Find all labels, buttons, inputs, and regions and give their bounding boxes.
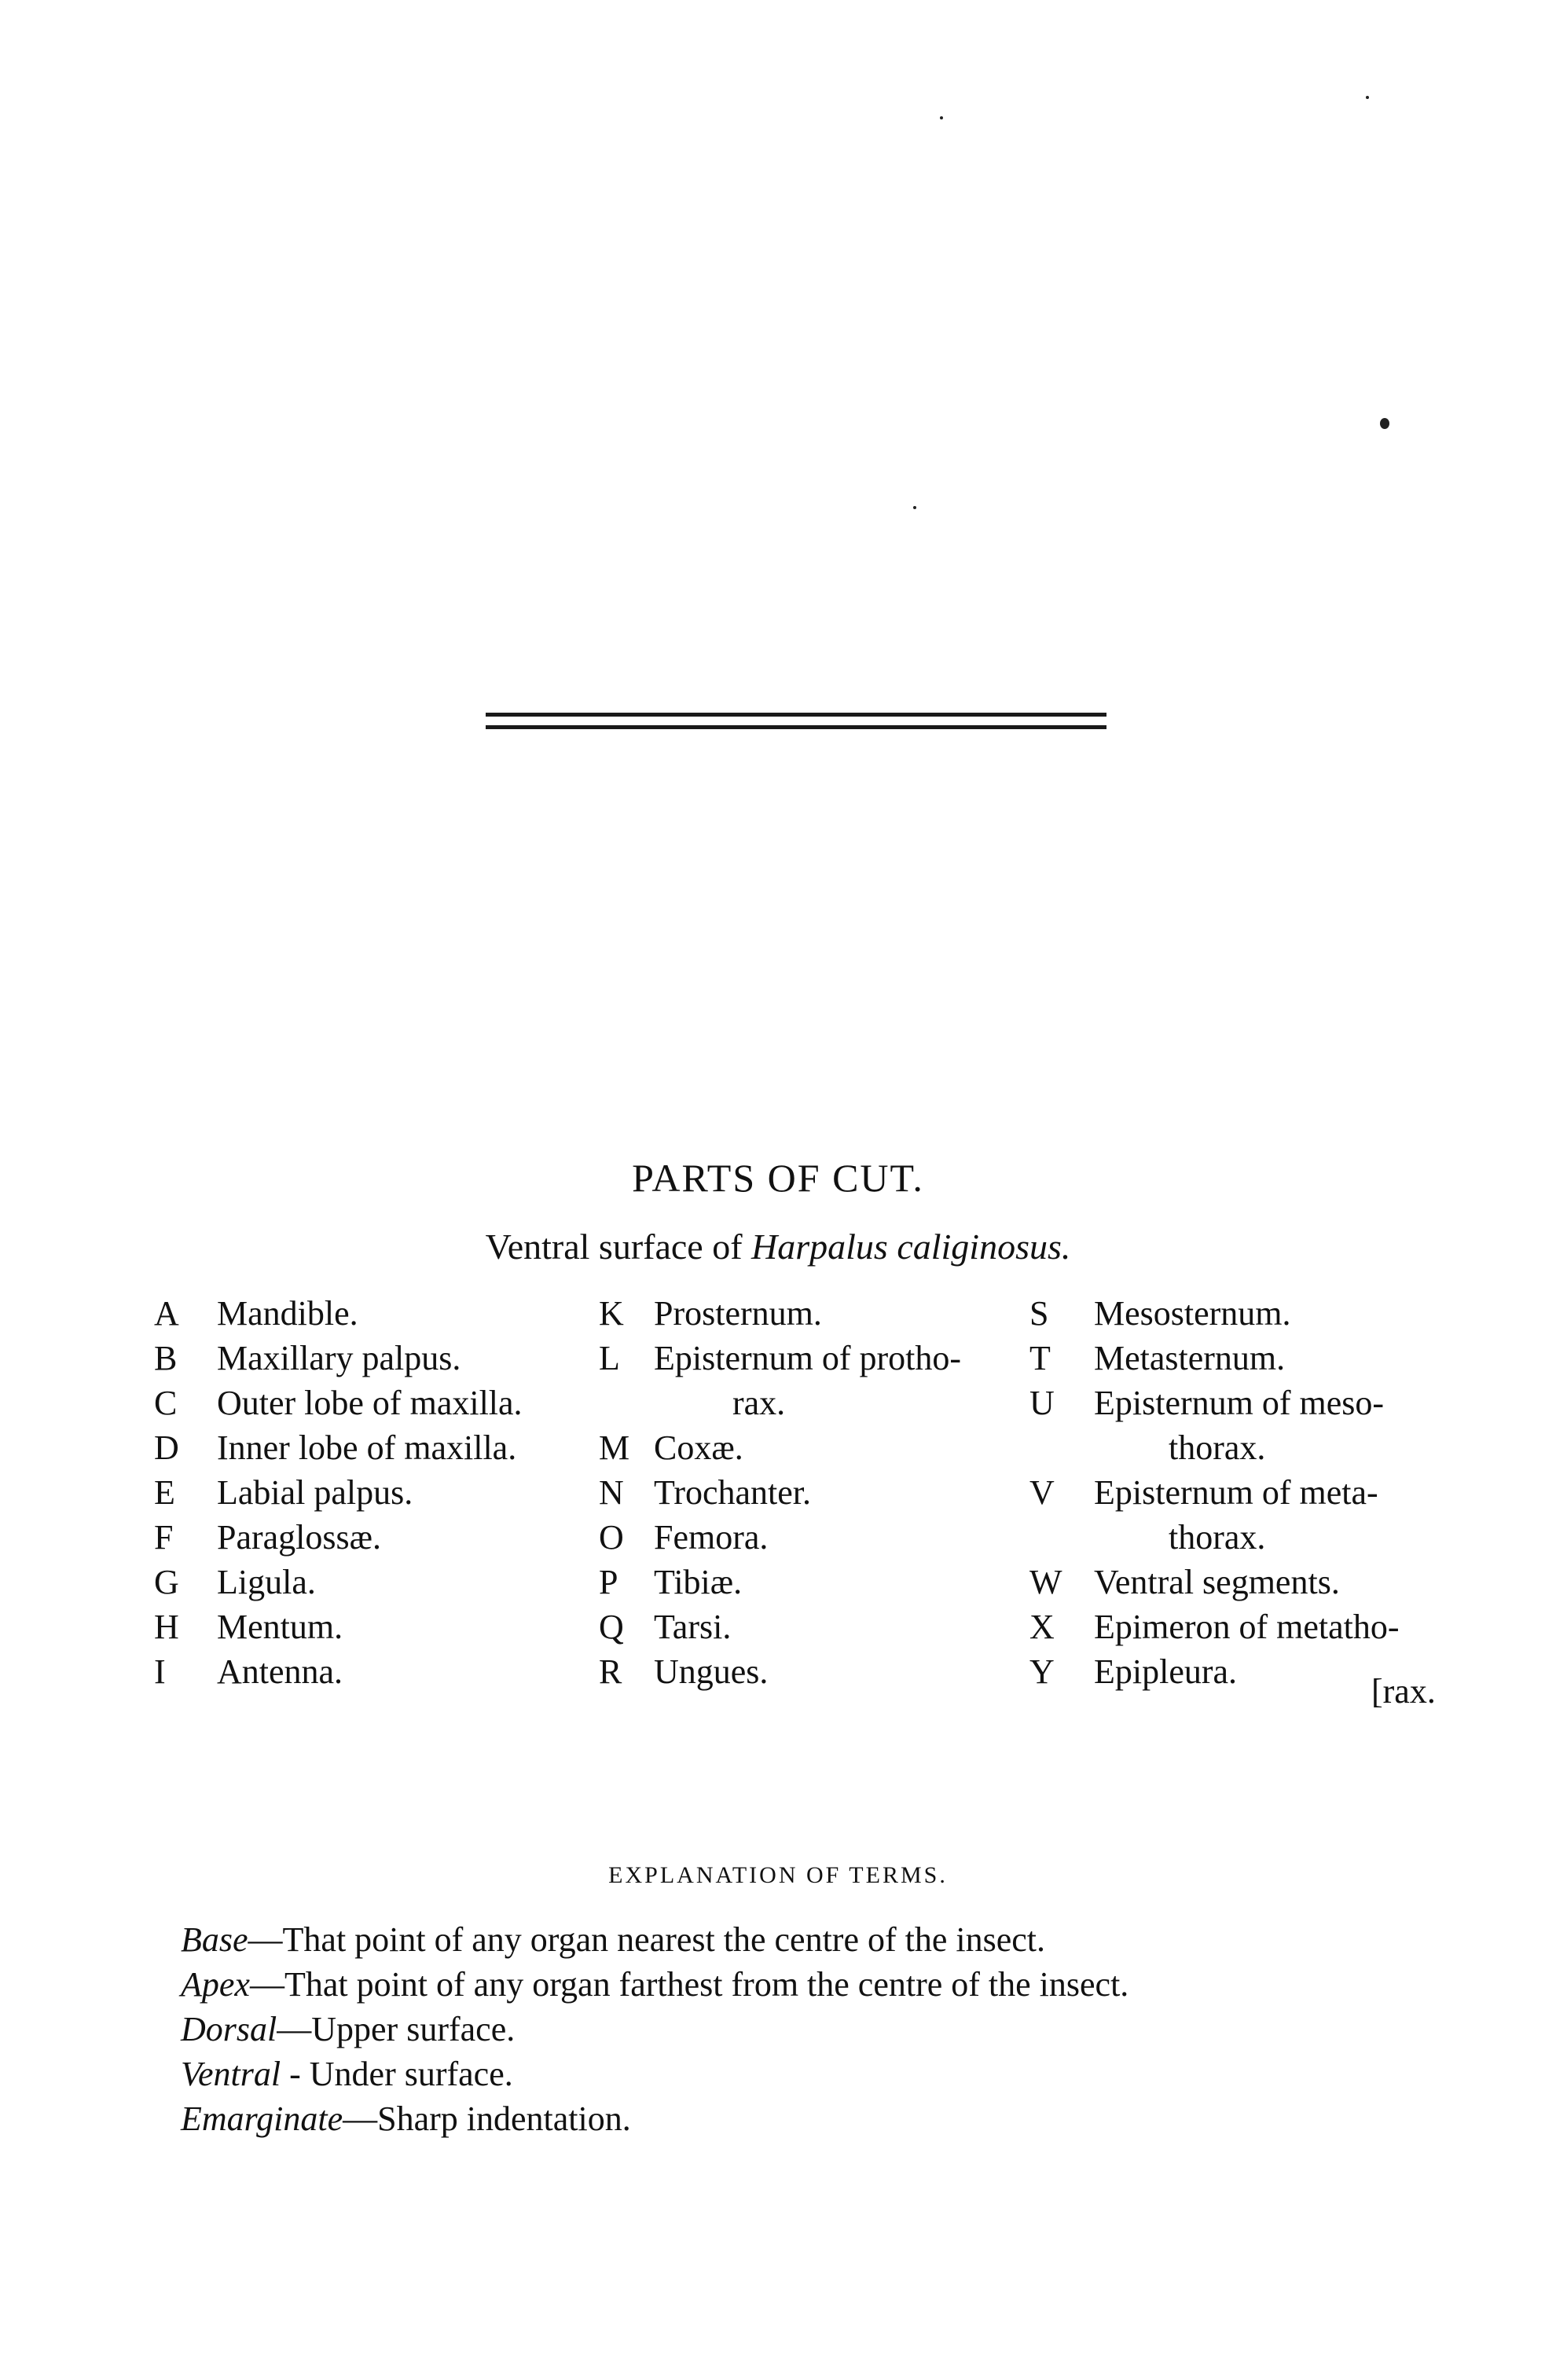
part-letter: O — [599, 1518, 624, 1557]
part-label: Paraglossæ. — [217, 1518, 381, 1557]
part-letter: T — [1029, 1339, 1051, 1377]
page-subtitle — [0, 1226, 1556, 1267]
part-letter: S — [1029, 1294, 1049, 1333]
part-label: Trochanter. — [654, 1473, 812, 1512]
part-letter: W — [1029, 1563, 1062, 1601]
part-letter: D — [154, 1428, 179, 1467]
part-label: Maxillary palpus. — [217, 1339, 461, 1377]
part-letter: B — [154, 1339, 178, 1377]
part-label: Ungues. — [654, 1652, 769, 1691]
part-letter: F — [154, 1518, 174, 1557]
part-letter: G — [154, 1563, 179, 1601]
double-rule-top — [486, 713, 1106, 717]
part-label: Labial palpus. — [217, 1473, 413, 1512]
subtitle-prefix: Ventral surface of — [485, 1227, 743, 1267]
explanation-terms — [181, 1917, 1128, 2141]
term-entry — [181, 2007, 1128, 2052]
term-entry — [181, 1917, 1128, 1962]
part-letter: K — [599, 1294, 624, 1333]
part-label: Mandible. — [217, 1294, 358, 1333]
part-letter: E — [154, 1473, 175, 1512]
term-name: Apex — [181, 1965, 250, 2004]
part-label: Coxæ. — [654, 1428, 743, 1467]
part-letter: H — [154, 1608, 179, 1646]
double-rule-bottom — [486, 725, 1106, 729]
part-letter: L — [599, 1339, 620, 1377]
part-letter: X — [1029, 1608, 1055, 1646]
scan-speck — [913, 506, 916, 509]
term-entry — [181, 2052, 1128, 2096]
term-definition: —That point of any organ farthest from the centre of the insect. — [249, 1965, 1129, 2004]
part-letter: P — [599, 1563, 618, 1601]
term-entry — [181, 1962, 1128, 2007]
term-definition: —That point of any organ nearest the centre of the insect. — [248, 1920, 1046, 1959]
term-definition: —Upper surface. — [277, 2010, 516, 2048]
explanation-title: EXPLANATION OF TERMS. — [608, 1862, 948, 1888]
part-label: Ligula. — [217, 1563, 316, 1601]
part-label: Episternum of meta- — [1094, 1473, 1378, 1512]
part-label: Femora. — [654, 1518, 769, 1557]
continuation-rax: [rax. — [1371, 1672, 1436, 1711]
part-label: Inner lobe of maxilla. — [217, 1428, 517, 1467]
part-letter: U — [1029, 1384, 1055, 1422]
term-name: Emarginate — [181, 2099, 343, 2138]
term-name: Base — [181, 1920, 248, 1959]
part-letter: Q — [599, 1608, 624, 1646]
term-definition: - Under surface. — [281, 2055, 513, 2093]
term-definition: —Sharp indentation. — [343, 2099, 631, 2138]
scan-speck — [1366, 96, 1369, 99]
part-label: Epimeron of metatho- — [1094, 1608, 1400, 1646]
part-letter: A — [154, 1294, 179, 1333]
term-name: Ventral — [181, 2055, 281, 2093]
part-label: Mentum. — [217, 1608, 343, 1646]
part-label: Episternum of protho- — [654, 1339, 962, 1377]
part-letter: N — [599, 1473, 624, 1512]
term-entry — [181, 2096, 1128, 2141]
part-letter: R — [599, 1652, 622, 1691]
subtitle-species: Harpalus caliginosus. — [751, 1227, 1071, 1267]
page-title: PARTS OF CUT. — [632, 1156, 924, 1200]
term-name: Dorsal — [181, 2010, 277, 2048]
part-label: Tarsi. — [654, 1608, 732, 1646]
part-letter: Y — [1029, 1652, 1055, 1691]
part-label: Ventral segments. — [1094, 1563, 1340, 1601]
part-label: Metasternum. — [1094, 1339, 1286, 1377]
scan-speck — [1380, 418, 1389, 429]
part-label: Tibiæ. — [654, 1563, 743, 1601]
part-label: thorax. — [1169, 1518, 1266, 1557]
part-label: rax. — [732, 1384, 786, 1422]
part-label: thorax. — [1169, 1428, 1266, 1467]
part-letter: C — [154, 1384, 178, 1422]
part-label: Outer lobe of maxilla. — [217, 1384, 523, 1422]
part-letter: V — [1029, 1473, 1055, 1512]
scan-speck — [940, 116, 943, 119]
part-letter: M — [599, 1428, 630, 1467]
part-label: Prosternum. — [654, 1294, 822, 1333]
part-letter: I — [154, 1652, 166, 1691]
part-label: Epipleura. — [1094, 1652, 1238, 1691]
part-label: Antenna. — [217, 1652, 343, 1691]
part-label: Mesosternum. — [1094, 1294, 1291, 1333]
part-label: Episternum of meso- — [1094, 1384, 1385, 1422]
